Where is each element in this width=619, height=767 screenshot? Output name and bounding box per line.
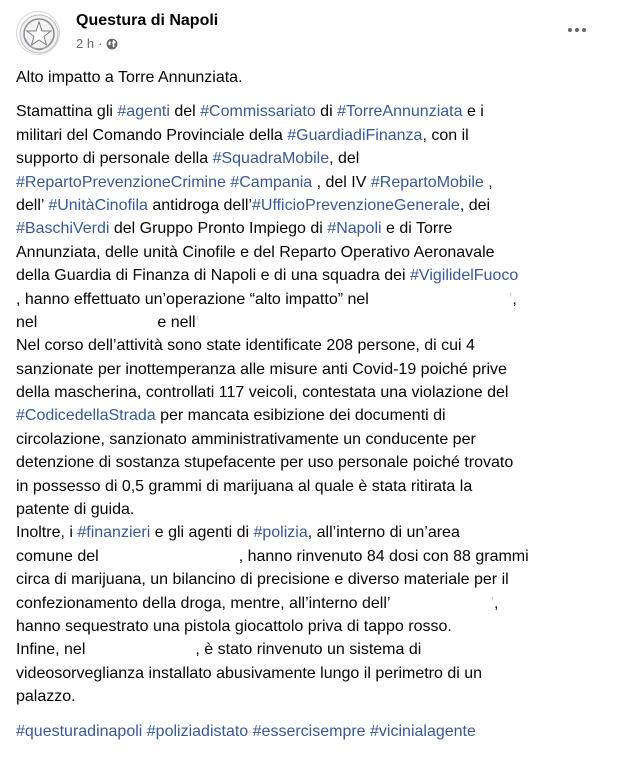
more-options-icon[interactable] [563, 20, 591, 40]
post-text: del [169, 103, 201, 121]
post-body-line [16, 100, 606, 123]
post-text: e i [462, 103, 484, 121]
post-body-line [16, 428, 606, 451]
hashtag-link[interactable]: #RepartoMobile [370, 173, 484, 191]
post-time[interactable]: 2 h [76, 36, 95, 51]
post-text: hanno sequestrato una pistola giocattolo priva di tappo rosso. [16, 617, 452, 635]
post-text: dell’ [16, 196, 49, 214]
post-meta [76, 36, 118, 51]
post-body-line [16, 638, 606, 661]
post-text: della mascherina, controllati 117 veicoli, contestata una violazione del [16, 384, 509, 402]
hashtag-link[interactable]: #SquadraMobile [212, 150, 330, 168]
hashtag-link[interactable]: #TorreAnnunziata [337, 103, 463, 121]
post-text: Nel corso dell’attività sono state identificate 208 persone, di cui 4 [16, 337, 475, 355]
post-text: , del [329, 150, 360, 168]
hashtag-link[interactable]: #questuradinapoli [16, 722, 143, 740]
post-body-line [16, 124, 606, 147]
page-name[interactable]: Questura di Napoli [76, 12, 219, 29]
hashtag-link[interactable]: #Campania [230, 173, 313, 191]
post-text: sanzionate per inottemperanza alle misure anti Covid-19 poiché prive [16, 360, 507, 378]
post-body-line [16, 592, 606, 615]
hashtag-link[interactable]: #Commissariato [200, 103, 316, 121]
post-text: ’ [490, 594, 495, 612]
hashtag-link[interactable]: #UfficioPrevenzioneGenerale [252, 196, 460, 214]
post-text: in possesso di 0,5 grammi di marijuana al quale è stata ritirata la [16, 477, 473, 495]
post-text: del Gruppo Pronto Impiego di [109, 220, 328, 238]
police-emblem-icon [17, 12, 60, 55]
post-text: , [512, 290, 517, 308]
post-body-line [16, 171, 606, 194]
hashtag-link[interactable]: #BaschiVerdi [16, 220, 110, 238]
post-body-line [16, 685, 606, 708]
post-body-line [16, 288, 606, 311]
post-body-line [16, 451, 606, 474]
post-body-line [16, 545, 606, 568]
post-text: , hanno effettuato un’operazione “alto impatto” nel [16, 290, 369, 308]
post-header [16, 6, 603, 60]
post-text: , è stato rinvenuto un sistema di [195, 641, 422, 659]
post-body [16, 100, 606, 708]
post-text: Inoltre, i [16, 524, 78, 542]
post-body-line [16, 334, 606, 357]
meta-separator: · [98, 36, 103, 51]
post-body-line [16, 147, 606, 170]
redacted-text [85, 640, 195, 656]
post-text: e nell [157, 313, 196, 331]
avatar[interactable] [16, 11, 60, 55]
post-body-line [16, 662, 606, 685]
post-text: detenzione di sostanza stupefacente per uso personale poiché trovato [16, 454, 514, 472]
post-text: di [315, 103, 338, 121]
post-body-line [16, 194, 606, 217]
post-text: Annunziata, delle unità Cinofile e del Reparto Operativo Aeronavale [16, 243, 495, 261]
post-text: Stamattina gli [16, 103, 118, 121]
post-body-line [16, 475, 606, 498]
hashtag-link[interactable]: #GuardiadiFinanza [287, 126, 423, 144]
post-content [16, 66, 606, 743]
post-text: , del IV [312, 173, 371, 191]
post-body-line [16, 241, 606, 264]
post-text: patente di guida. [16, 501, 135, 519]
hashtag-link[interactable]: #vicinialagente [370, 722, 476, 740]
post-text: , all’interno di un’area [307, 524, 460, 542]
hashtag-link[interactable]: #agenti [117, 103, 170, 121]
post-text: ’ [508, 290, 513, 308]
post-body-line [16, 498, 606, 521]
hashtag-line [16, 720, 606, 743]
post-body-line [16, 404, 606, 427]
hashtag-link[interactable]: #VigilidelFuoco [410, 267, 519, 285]
redacted-text [390, 594, 490, 610]
redacted-text [369, 290, 509, 306]
post-text: nel [16, 313, 38, 331]
post-text: confezionamento della droga, mentre, all’interno dell’ [16, 594, 391, 612]
globe-icon[interactable] [106, 38, 118, 50]
post-text: palazzo. [16, 688, 76, 706]
post-text: antidroga dell’ [147, 196, 252, 214]
post-text: supporto di personale della [16, 150, 213, 168]
post-text: e gli agenti di [150, 524, 254, 542]
post-text: circa di marijuana, un bilancino di precisione e diverso materiale per il [16, 571, 509, 589]
post-text: videosorveglianza installato abusivamente lungo il perimetro di un [16, 664, 483, 682]
post-text: , hanno rinvenuto 84 dosi con 88 grammi [238, 547, 529, 565]
post-text: circolazione, sanzionato amministrativamente un conducente per [16, 430, 476, 448]
post-text: , con il [422, 126, 469, 144]
hashtag-link[interactable]: #polizia [253, 524, 308, 542]
hashtag-link[interactable]: #poliziadistato [146, 722, 249, 740]
post-text: per mancata esibizione dei documenti di [155, 407, 446, 425]
hashtag-link[interactable]: #Napoli [327, 220, 382, 238]
post-body-line [16, 521, 606, 544]
post-text: , dei [459, 196, 491, 214]
redacted-text [37, 313, 157, 329]
redacted-text [99, 547, 239, 563]
post-text: della Guardia di Finanza di Napoli e di una squadra dei [16, 267, 411, 285]
post-text: e di Torre [381, 220, 453, 238]
hashtag-link[interactable]: #CodicedellaStrada [16, 407, 156, 425]
hashtag-link[interactable]: #essercisempre [252, 722, 366, 740]
post-body-line [16, 311, 606, 334]
hashtag-link[interactable]: #finanzieri [77, 524, 151, 542]
post-body-line [16, 358, 606, 381]
post-text: Infine, nel [16, 641, 86, 659]
post-text: , [483, 173, 493, 191]
post-title: Alto impatto a Torre Annunziata. [16, 69, 243, 86]
hashtag-link[interactable]: #RepartoPrevenzioneCrimine [16, 173, 226, 191]
post-body-line [16, 615, 606, 638]
post-text: ’ [195, 313, 200, 331]
post-text: comune del [16, 547, 99, 565]
post-body-line [16, 217, 606, 240]
post-text: , [494, 594, 499, 612]
post-body-line [16, 381, 606, 404]
post-body-line [16, 568, 606, 591]
post-text: militari del Comando Provinciale della [16, 126, 288, 144]
hashtag-link[interactable]: #UnitàCinofila [48, 196, 148, 214]
post-body-line [16, 264, 606, 287]
